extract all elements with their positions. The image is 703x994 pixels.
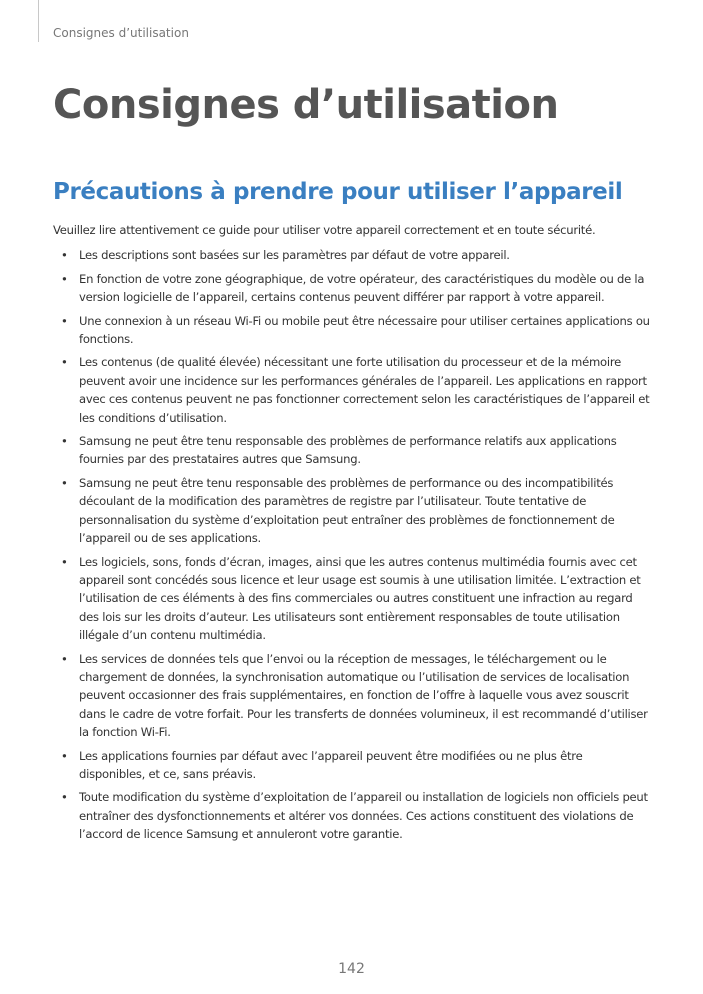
list-item <box>53 788 651 843</box>
running-header: Consignes d’utilisation <box>53 26 189 40</box>
bullet-icon: • <box>61 313 68 328</box>
list-item-text: Une connexion à un réseau Wi-Fi ou mobile peut être nécessaire pour utiliser certaines applications ou fonctions. <box>79 313 650 347</box>
bullet-icon: • <box>61 554 68 569</box>
list-item-text: Les descriptions sont basées sur les paramètres par défaut de votre appareil. <box>79 248 510 263</box>
bullet-icon: • <box>61 271 68 286</box>
intro-paragraph: Veuillez lire attentivement ce guide pour utiliser votre appareil correctement et en toute sécurité. <box>53 223 596 237</box>
list-item-text: Samsung ne peut être tenu responsable des problèmes de performance relatifs aux applications fournies par des prestataires autres que Samsung. <box>79 434 617 467</box>
list-item-text: Les services de données tels que l’envoi ou la réception de messages, le téléchargement ou le chargement de données, la synchronisation automatique ou l’utilisation de services de localisation peuvent occasionner des frais supplémentaires, en fonction de l’offre à laquelle vous avez souscrit dans le cadre de votre forfait. Pour les transferts de données volumineux, il est recommandé d’utiliser la fonction Wi-Fi. <box>79 651 648 740</box>
list-item-text: Les applications fournies par défaut avec l’appareil peuvent être modifiées ou ne plus être disponibles, et ce, sans préavis. <box>79 748 583 781</box>
list-item <box>53 270 651 307</box>
list-item <box>53 650 651 742</box>
list-item <box>53 474 651 548</box>
page-number: 142 <box>338 961 365 977</box>
list-item-text: Les contenus (de qualité élevée) nécessitant une forte utilisation du processeur et de la mémoire peuvent avoir une incidence sur les performances générales de l’appareil. Les applications en rapport avec ces contenus peuvent ne pas fonctionner correctement selon les caractéristiques de l’appareil et les conditions d’utilisation. <box>79 355 650 425</box>
list-item <box>53 432 651 469</box>
list-item-text: En fonction de votre zone géographique, de votre opérateur, des caractéristiques du modèle ou de la version logicielle de l’appareil, certains contenus peuvent différer par rapport à votre appareil. <box>79 271 645 305</box>
list-item-text: Samsung ne peut être tenu responsable des problèmes de performance ou des incompatibilités découlant de la modification des paramètres de registre par l’utilisateur. Toute tentative de personnalisation du système d’exploitation peut entraîner des problèmes de fonctionnement de l’appareil ou de ses applications. <box>79 475 615 546</box>
list-item-text: Toute modification du système d’exploitation de l’appareil ou installation de logiciels non officiels peut entraîner des dysfonctionnements et altérer vos données. Ces actions constituent des violations de l’accord de licence Samsung et annuleront votre garantie. <box>79 790 648 842</box>
margin-rule <box>38 0 39 42</box>
section-body <box>53 221 651 849</box>
list-item <box>53 246 651 264</box>
bullet-icon: • <box>61 248 68 263</box>
list-item <box>53 747 651 784</box>
list-item-text: Les logiciels, sons, fonds d’écran, images, ainsi que les autres contenus multimédia fournis avec cet appareil sont concédés sous licence et leur usage est soumis à une utilisation limitée. L’extraction et l’utilisation de ces éléments à des fins commerciales ou autres constituent une infraction au regard des lois sur les droits d’auteur. Les utilisateurs sont entièrement responsables de toute utilisation illégale d’un contenu multimédia. <box>79 554 641 643</box>
list-item <box>53 312 651 349</box>
section-heading: Précautions à prendre pour utiliser l’appareil <box>53 179 623 205</box>
bullet-icon: • <box>61 790 68 805</box>
bullet-icon: • <box>61 434 68 449</box>
bullet-icon: • <box>61 748 68 763</box>
bullet-icon: • <box>61 651 68 666</box>
list-item <box>53 553 651 645</box>
precautions-list <box>53 246 651 843</box>
bullet-icon: • <box>61 355 68 370</box>
bullet-icon: • <box>61 475 68 490</box>
list-item <box>53 353 651 427</box>
page-title: Consignes d’utilisation <box>53 82 559 128</box>
